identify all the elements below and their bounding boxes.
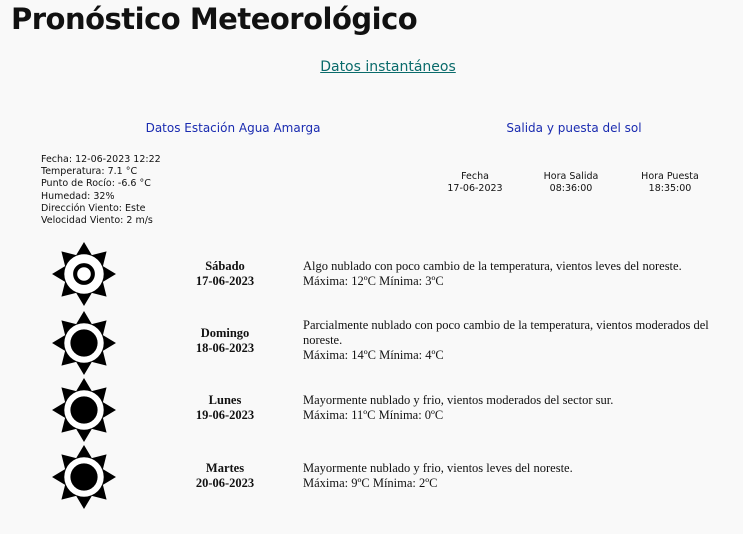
sun-filled-icon xyxy=(50,376,118,444)
station-temperature: Temperatura: 7.1 °C xyxy=(41,166,138,178)
station-section-title: Datos Estación Agua Amarga xyxy=(145,121,321,135)
forecast-row xyxy=(0,240,743,308)
sun-col-sunset xyxy=(620,171,720,195)
sun-col-date xyxy=(425,171,525,195)
station-dew-point: Punto de Rocío: -6.6 °C xyxy=(41,178,151,190)
forecast-day-name: Sábado xyxy=(205,259,245,273)
forecast-day xyxy=(180,326,270,356)
sun-header-sunset: Hora Puesta xyxy=(641,171,699,182)
forecast-day-name: Lunes xyxy=(208,393,242,407)
sun-header-date: Fecha xyxy=(461,171,489,182)
station-date: Fecha: 12-06-2023 12:22 xyxy=(41,154,161,165)
forecast-temps: Máxima: 12ºC Mínima: 3ºC xyxy=(303,274,444,288)
forecast-date: 18-06-2023 xyxy=(195,341,255,355)
forecast-row xyxy=(0,309,743,377)
station-wind-speed: Velocidad Viento: 2 m/s xyxy=(41,215,153,227)
sun-value-sunset: 18:35:00 xyxy=(648,183,692,194)
forecast-temps: Máxima: 11ºC Mínima: 0ºC xyxy=(303,408,444,422)
forecast-summary: Algo nublado con poco cambio de la temperatura, vientos leves del noreste. xyxy=(303,259,682,273)
forecast-temps: Máxima: 9ºC Mínima: 2ºC xyxy=(303,476,438,490)
station-data-list xyxy=(41,154,161,227)
forecast-description xyxy=(303,461,728,491)
instant-data-link[interactable]: Datos instantáneos xyxy=(320,59,456,75)
forecast-day xyxy=(180,393,270,423)
sun-value-sunrise: 08:36:00 xyxy=(549,183,593,194)
sun-outline-icon xyxy=(50,240,118,308)
station-humidity: Humedad: 32% xyxy=(41,190,115,202)
page-title: Pronóstico Meteorológico xyxy=(11,2,418,36)
forecast-date: 17-06-2023 xyxy=(195,274,255,288)
sun-section-title: Salida y puesta del sol xyxy=(506,121,642,135)
sun-value-date: 17-06-2023 xyxy=(447,183,503,194)
sun-filled-icon xyxy=(50,443,118,511)
sun-header-sunrise: Hora Salida xyxy=(543,171,599,182)
forecast-date: 19-06-2023 xyxy=(195,408,255,422)
forecast-date: 20-06-2023 xyxy=(195,476,255,490)
forecast-day-name: Martes xyxy=(205,461,245,475)
forecast-temps: Máxima: 14ºC Mínima: 4ºC xyxy=(303,348,444,362)
station-wind-direction: Dirección Viento: Este xyxy=(41,202,146,214)
forecast-description xyxy=(303,318,728,363)
forecast-description xyxy=(303,259,728,289)
forecast-day xyxy=(180,259,270,289)
forecast-summary: Mayormente nublado y frio, vientos leves del noreste. xyxy=(303,461,573,475)
forecast-day-name: Domingo xyxy=(200,326,250,340)
sun-col-sunrise xyxy=(521,171,621,195)
sun-filled-icon xyxy=(50,309,118,377)
forecast-summary: Parcialmente nublado con poco cambio de la temperatura, vientos moderados del noreste. xyxy=(303,318,709,347)
forecast-row xyxy=(0,443,743,511)
forecast-day xyxy=(180,461,270,491)
forecast-summary: Mayormente nublado y frio, vientos moderados del sector sur. xyxy=(303,393,614,407)
forecast-description xyxy=(303,393,728,423)
forecast-row xyxy=(0,376,743,444)
